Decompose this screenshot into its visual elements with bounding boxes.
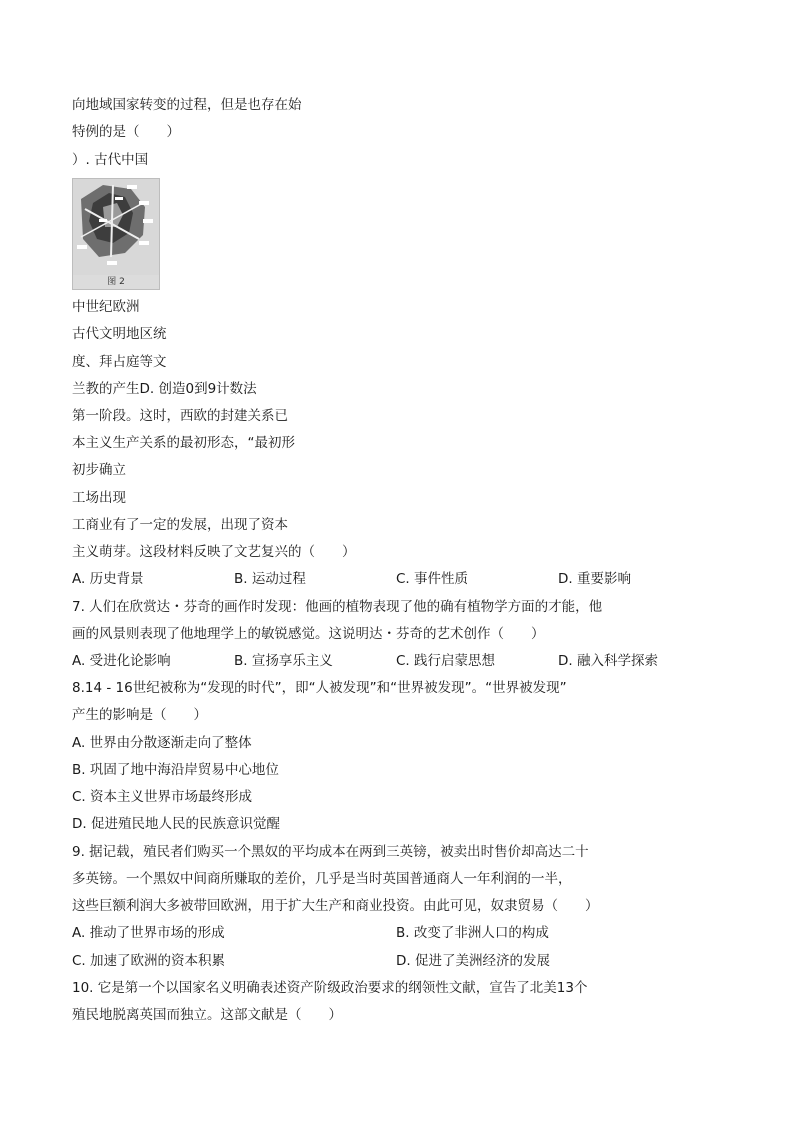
q9-option-c: C. 加速了欧洲的资本积累 <box>72 953 226 969</box>
text-line: 工场出现 <box>72 490 126 506</box>
text-line: 工商业有了一定的发展，出现了资本 <box>72 517 288 533</box>
text-line: ）. 古代中国 <box>72 152 149 168</box>
q8-option-b: B. 巩固了地中海沿岸贸易中心地位 <box>72 762 279 778</box>
q7-option-b: B. 宣扬享乐主义 <box>234 653 333 669</box>
q9-option-d: D. 促进了美洲经济的发展 <box>396 953 550 969</box>
q7-option-d: D. 融入科学探索 <box>558 653 658 669</box>
q8-stem-line: 8.14 - 16世纪被称为“发现的时代”，即“人被发现”和“世界被发现”。“世界被发现” <box>72 680 567 696</box>
text-line: 向地域国家转变的过程，但是也存在始 <box>72 97 302 113</box>
q8-option-a: A. 世界由分散逐渐走向了整体 <box>72 735 252 751</box>
q7-stem-line: 画的风景则表现了他地理学上的敏锐感觉。这说明达・芬奇的艺术创作（ ） <box>72 626 545 642</box>
q6-option-a: A. 历史背景 <box>72 571 144 587</box>
q6-option-b: B. 运动过程 <box>234 571 306 587</box>
map-figure <box>72 178 160 290</box>
q6-option-c: C. 事件性质 <box>396 571 469 587</box>
q9-option-b: B. 改变了非洲人口的构成 <box>396 925 549 941</box>
text-line: 初步确立 <box>72 462 126 478</box>
q9-stem-line: 9. 据记载，殖民者们购买一个黑奴的平均成本在两到三英镑，被卖出时售价却高达二十 <box>72 844 589 860</box>
text-line: 特例的是（ ） <box>72 124 180 140</box>
text-line: 古代文明地区统 <box>72 326 167 342</box>
q10-stem-line: 10. 它是第一个以国家名义明确表述资产阶级政治要求的纲领性文献，宣告了北美13个 <box>72 980 588 996</box>
q8-stem-line: 产生的影响是（ ） <box>72 707 207 723</box>
figure-caption: 图 2 <box>107 277 125 287</box>
q7-option-a: A. 受进化论影响 <box>72 653 171 669</box>
q9-stem-line: 这些巨额利润大多被带回欧洲，用于扩大生产和商业投资。由此可见，奴隶贸易（ ） <box>72 898 599 914</box>
city-map-image <box>73 179 159 275</box>
text-line: 度、拜占庭等文 <box>72 354 167 370</box>
q6-option-d: D. 重要影响 <box>558 571 631 587</box>
text-line: 第一阶段。这时，西欧的封建关系已 <box>72 408 288 424</box>
text-line: 兰教的产生D. 创造0到9计数法 <box>72 381 257 397</box>
text-line: 主义萌芽。这段材料反映了文艺复兴的（ ） <box>72 544 356 560</box>
q8-option-d: D. 促进殖民地人民的民族意识觉醒 <box>72 816 280 832</box>
q8-option-c: C. 资本主义世界市场最终形成 <box>72 789 253 805</box>
q9-option-a: A. 推动了世界市场的形成 <box>72 925 225 941</box>
q10-stem-line: 殖民地脱离英国而独立。这部文献是（ ） <box>72 1007 342 1023</box>
q7-stem-line: 7. 人们在欣赏达・芬奇的画作时发现：他画的植物表现了他的确有植物学方面的才能，他 <box>72 599 603 615</box>
q7-option-c: C. 践行启蒙思想 <box>396 653 496 669</box>
q9-stem-line: 多英镑。一个黑奴中间商所赚取的差价，几乎是当时英国普通商人一年利润的一半， <box>72 871 572 887</box>
text-line: 中世纪欧洲 <box>72 299 140 315</box>
text-line: 本主义生产关系的最初形态，“最初形 <box>72 435 295 451</box>
